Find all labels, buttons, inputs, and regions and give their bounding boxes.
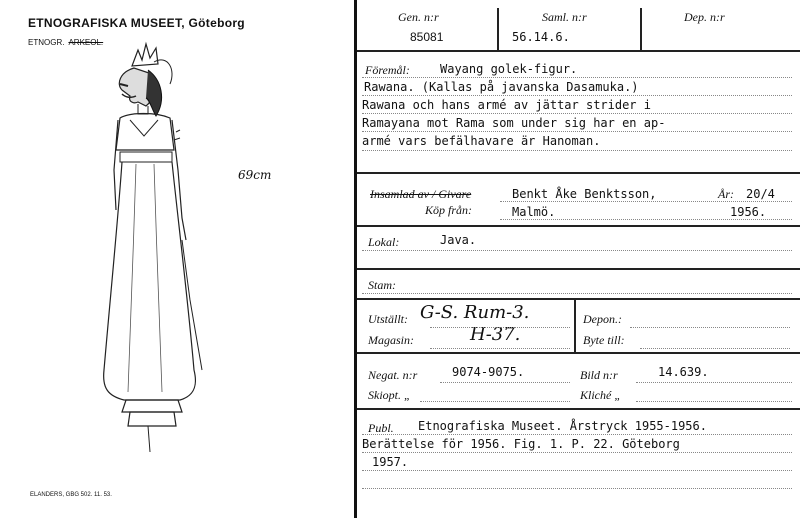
dotted-rule bbox=[430, 327, 570, 328]
bild-nr-value: 14.639. bbox=[658, 365, 709, 379]
ar-value-year: 1956. bbox=[730, 205, 767, 219]
rule-placering bbox=[357, 352, 800, 354]
publ-label: Publ. bbox=[368, 421, 394, 435]
lokal-value: Java. bbox=[440, 233, 477, 247]
gen-nr-value: 85081 bbox=[410, 30, 444, 44]
museum-title: ETNOGRAFISKA MUSEET, Göteborg bbox=[28, 16, 245, 30]
dotted-rule bbox=[362, 77, 792, 78]
foremal-line-1: Wayang golek-figur. bbox=[440, 62, 578, 76]
publ-line-3: 1957. bbox=[372, 455, 409, 469]
kop-fran-label: Köp från: bbox=[425, 203, 473, 217]
dotted-rule bbox=[362, 488, 792, 489]
dotted-rule bbox=[500, 219, 792, 220]
rule-header bbox=[357, 50, 800, 52]
rule-foto bbox=[357, 408, 800, 410]
publ-line-1: Etnografiska Museet. Årstryck 1955-1956. bbox=[418, 419, 707, 433]
skiopt-label: Skiopt. „ bbox=[368, 388, 411, 402]
utstallt-label: Utställt: bbox=[368, 312, 409, 326]
negat-nr-value: 9074-9075. bbox=[452, 365, 525, 379]
foremal-line-4: Ramayana mot Rama som under sig har en ap- bbox=[362, 116, 666, 130]
stam-label: Stam: bbox=[368, 278, 396, 292]
seller-name: Benkt Åke Benktsson, bbox=[512, 187, 657, 201]
foremal-line-2: Rawana. (Kallas på javanska Dasamuka.) bbox=[364, 80, 639, 94]
printer-footer: ELANDERS, GBG 502. 11. 53. bbox=[30, 492, 112, 498]
dotted-rule bbox=[362, 113, 792, 114]
header-separator-2 bbox=[640, 8, 642, 50]
dotted-rule bbox=[362, 293, 792, 294]
saml-nr-value: 56.14.6. bbox=[512, 30, 570, 44]
dotted-rule bbox=[430, 348, 570, 349]
dotted-rule bbox=[362, 470, 792, 471]
height-measure: 69cm bbox=[238, 168, 272, 182]
ar-label: År: bbox=[718, 187, 734, 201]
ar-value-date: 20/4 bbox=[746, 187, 775, 201]
dotted-rule bbox=[420, 401, 570, 402]
rule-foremal bbox=[357, 172, 800, 174]
dep-nr-label: Dep. n:r bbox=[684, 10, 725, 24]
dotted-rule bbox=[362, 131, 792, 132]
saml-nr-label: Saml. n:r bbox=[542, 10, 587, 24]
dotted-rule bbox=[362, 452, 792, 453]
arkeol-struck-label: ARKEOL. bbox=[68, 38, 104, 47]
dotted-rule bbox=[636, 401, 792, 402]
foremal-label: Föremål: bbox=[365, 63, 410, 77]
magasin-label: Magasin: bbox=[368, 333, 414, 347]
gen-nr-label: Gen. n:r bbox=[398, 10, 439, 24]
publ-line-2: Berättelse för 1956. Fig. 1. P. 22. Göteborg bbox=[362, 437, 680, 451]
dotted-rule bbox=[640, 348, 790, 349]
puppet-drawing bbox=[90, 40, 240, 460]
insamlad-struck-label: Insamlad av / Givare bbox=[370, 187, 472, 201]
dotted-rule bbox=[500, 201, 792, 202]
dotted-rule bbox=[636, 382, 792, 383]
kliche-label: Kliché „ bbox=[580, 388, 621, 402]
rule-stam bbox=[357, 298, 800, 300]
negat-nr-label: Negat. n:r bbox=[368, 368, 418, 382]
seller-place: Malmö. bbox=[512, 205, 556, 219]
foremal-line-5: armé vars befälhavare är Hanoman. bbox=[362, 134, 601, 148]
dotted-rule bbox=[362, 434, 792, 435]
dotted-rule bbox=[362, 150, 792, 151]
lokal-label: Lokal: bbox=[368, 235, 400, 249]
rule-inkop bbox=[357, 225, 800, 227]
dotted-rule bbox=[440, 382, 570, 383]
byte-till-label: Byte till: bbox=[583, 333, 625, 347]
depon-label: Depon.: bbox=[583, 312, 622, 326]
card-divider bbox=[354, 0, 357, 518]
magasin-value: H-37. bbox=[470, 324, 521, 345]
dotted-rule bbox=[630, 327, 790, 328]
rule-lokal bbox=[357, 268, 800, 270]
header-separator-1 bbox=[497, 8, 499, 50]
utstallt-value: G-S. Rum-3. bbox=[420, 302, 530, 323]
placering-separator bbox=[574, 300, 576, 352]
dotted-rule bbox=[362, 95, 792, 96]
bild-nr-label: Bild n:r bbox=[580, 368, 618, 382]
foremal-line-3: Rawana och hans armé av jättar strider i bbox=[362, 98, 651, 112]
etnogr-label: ETNOGR. bbox=[28, 38, 65, 47]
dotted-rule bbox=[362, 250, 792, 251]
